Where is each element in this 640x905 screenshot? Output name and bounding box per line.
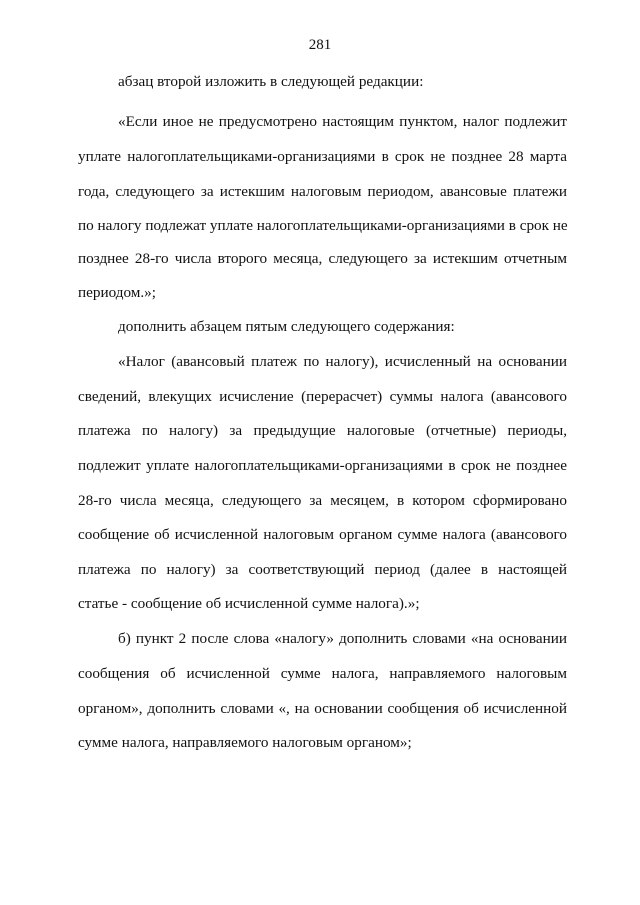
text-line: «Если иное не предусмотрено настоящим пунктом, налог подлежит: [118, 113, 567, 130]
text-line: «Налог (авансовый платеж по налогу), исчисленный на основании: [118, 353, 567, 370]
text-line: сумме налога, направляемого налоговым органом»;: [78, 734, 412, 751]
text-line: по налогу подлежат уплате налогоплательщиками-организациями в срок не: [78, 217, 568, 234]
text-line: сообщение об исчисленной налоговым органом сумме налога (авансового: [78, 526, 567, 543]
text-line: б) пункт 2 после слова «налогу» дополнить словами «на основании: [118, 630, 567, 647]
text-line: платежа по налогу) за предыдущие налоговые (отчетные) периоды,: [78, 422, 567, 439]
text-line: позднее 28-го числа второго месяца, следующего за истекшим отчетным: [78, 250, 567, 267]
text-line: платежа по налогу) за соответствующий период (далее в настоящей: [78, 561, 567, 578]
text-line: подлежит уплате налогоплательщиками-организациями в срок не позднее: [78, 457, 567, 474]
text-line: органом», дополнить словами «, на основании сообщения об исчисленной: [78, 700, 567, 717]
text-line: абзац второй изложить в следующей редакции:: [118, 73, 424, 90]
text-line: статье - сообщение об исчисленной сумме налога).»;: [78, 595, 420, 612]
text-line: сведений, влекущих исчисление (перерасчет) суммы налога (авансового: [78, 388, 567, 405]
text-line: уплате налогоплательщиками-организациями в срок не позднее 28 марта: [78, 148, 567, 165]
text-line: 28-го числа месяца, следующего за месяцем, в котором сформировано: [78, 492, 567, 509]
text-line: года, следующего за истекшим налоговым периодом, авансовые платежи: [78, 183, 567, 200]
text-line: дополнить абзацем пятым следующего содержания:: [118, 318, 455, 335]
page-number: 281: [308, 37, 332, 53]
text-line: периодом.»;: [78, 284, 156, 301]
text-line: сообщения об исчисленной сумме налога, направляемого налоговым: [78, 665, 567, 682]
